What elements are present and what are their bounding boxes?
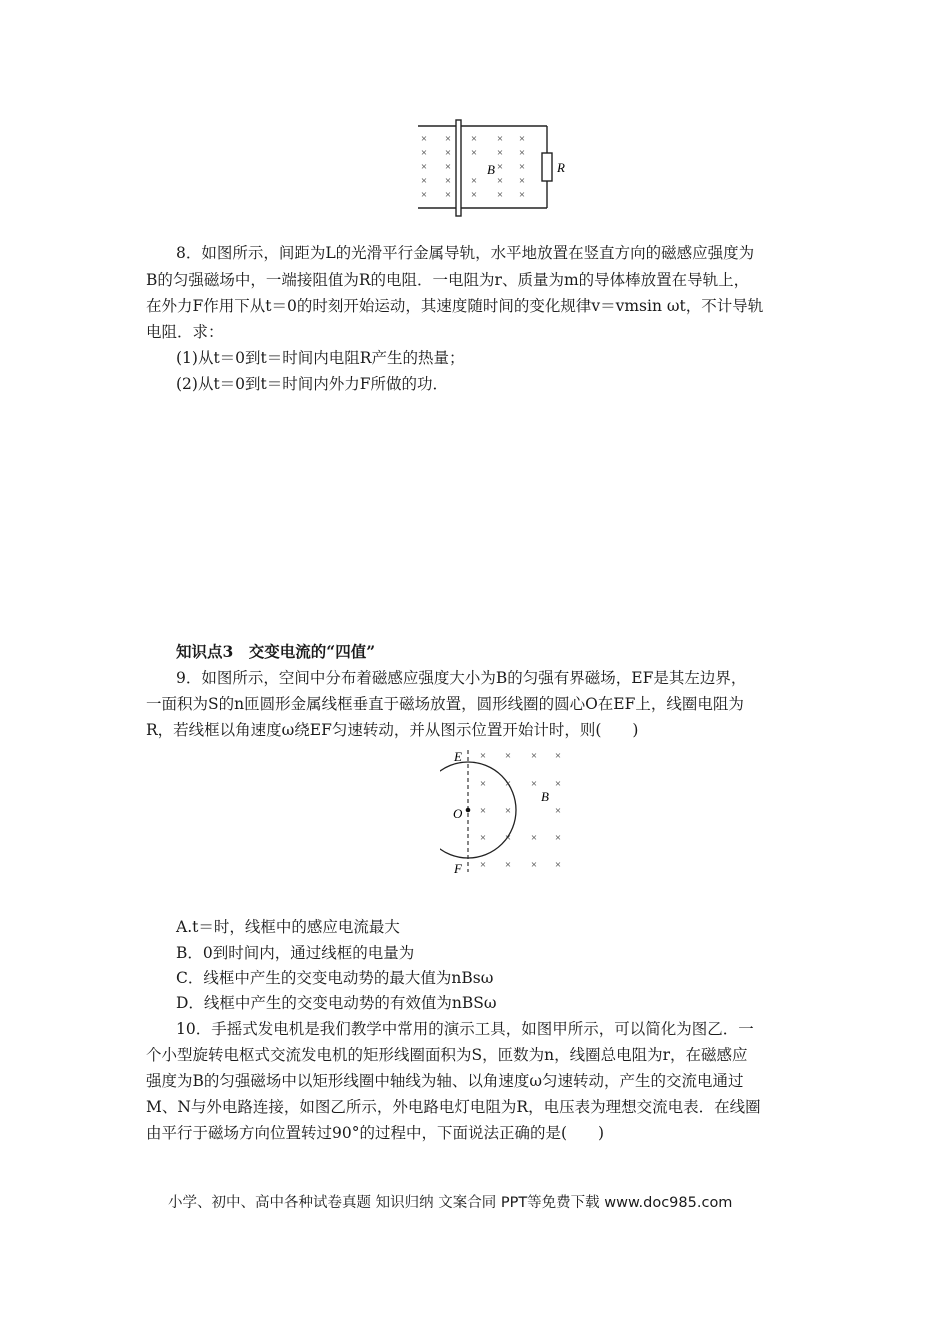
- field-cross-mark: ×: [504, 805, 512, 817]
- problem9-option-a: A.t＝时，线框中的感应电流最大: [176, 918, 400, 936]
- field-cross-mark: ×: [554, 859, 562, 871]
- problem9-line-1: 9．如图所示，空间中分布着磁感应强度大小为B的匀强有界磁场，EF是其左边界，: [176, 669, 747, 687]
- problem8-line-2: B的匀强磁场中，一端接阻值为R的电阻．一电阻为r、质量为m的导体棒放置在导轨上，: [146, 271, 750, 289]
- problem8-part-1: (1)从t＝0到t＝时间内电阻R产生的热量；: [176, 349, 465, 367]
- label-o: O: [453, 806, 463, 821]
- problem8-part-2: (2)从t＝0到t＝时间内外力F所做的功．: [176, 375, 449, 393]
- field-cross-mark: ×: [554, 750, 562, 762]
- field-label-b: B: [487, 162, 495, 177]
- problem9-line-2: 一面积为S的n匝圆形金属线框垂直于磁场放置，圆形线圈的圆心O在EF上，线圈电阻为: [146, 695, 744, 713]
- problem10-line-4: M、N与外电路连接，如图乙所示，外电路电灯电阻为R，电压表为理想交流电表．在线圈: [146, 1098, 761, 1116]
- field-cross-mark: ×: [444, 161, 452, 173]
- field-cross-mark: ×: [470, 189, 478, 201]
- field-cross-mark: ×: [444, 133, 452, 145]
- label-e: E: [454, 749, 462, 764]
- field-cross-mark: ×: [504, 750, 512, 762]
- label-f: F: [454, 861, 462, 876]
- field-cross-mark: ×: [420, 147, 428, 159]
- field-cross-mark: ×: [420, 161, 428, 173]
- field-cross-mark: ×: [479, 832, 487, 844]
- problem10-line-1: 10．手摇式发电机是我们教学中常用的演示工具，如图甲所示，可以简化为图乙．一: [176, 1020, 754, 1038]
- field-cross-mark: ×: [518, 175, 526, 187]
- field-cross-mark: ×: [420, 189, 428, 201]
- field-cross-mark: ×: [470, 147, 478, 159]
- field-cross-mark: ×: [504, 832, 512, 844]
- resistor-label-r: R: [557, 160, 565, 175]
- field-cross-mark: ×: [496, 189, 504, 201]
- field-cross-mark: ×: [470, 175, 478, 187]
- page-footer: 小学、初中、高中各种试卷真题 知识归纳 文案合同 PPT等免费下载 www.doc985.com: [168, 1195, 733, 1211]
- field-cross-mark: ×: [496, 161, 504, 173]
- field-cross-mark: ×: [479, 805, 487, 817]
- label-b: B: [541, 789, 549, 804]
- field-cross-mark: ×: [554, 778, 562, 790]
- field-cross-mark: ×: [530, 778, 538, 790]
- problem9-option-c: C．线框中产生的交变电动势的最大值为nBsω: [176, 969, 494, 987]
- coil-field-figure: [440, 742, 580, 878]
- problem10-line-2: 个小型旋转电枢式交流发电机的矩形线圈面积为S，匝数为n，线圈总电阻为r，在磁感应: [146, 1046, 748, 1064]
- field-cross-mark: ×: [530, 859, 538, 871]
- field-cross-mark: ×: [444, 175, 452, 187]
- field-cross-mark: ×: [504, 859, 512, 871]
- field-cross-mark: ×: [420, 175, 428, 187]
- field-cross-mark: ×: [444, 189, 452, 201]
- field-cross-mark: ×: [518, 161, 526, 173]
- field-cross-mark: ×: [518, 147, 526, 159]
- field-cross-mark: ×: [554, 832, 562, 844]
- field-cross-mark: ×: [530, 832, 538, 844]
- field-cross-mark: ×: [479, 778, 487, 790]
- problem10-line-5: 由平行于磁场方向位置转过90°的过程中，下面说法正确的是( ): [146, 1124, 605, 1142]
- problem9-option-d: D．线框中产生的交变电动势的有效值为nBSω: [176, 994, 497, 1012]
- field-cross-mark: ×: [496, 147, 504, 159]
- field-cross-mark: ×: [444, 147, 452, 159]
- field-cross-mark: ×: [518, 189, 526, 201]
- field-cross-mark: ×: [504, 778, 512, 790]
- field-cross-mark: ×: [530, 750, 538, 762]
- field-cross-mark: ×: [479, 750, 487, 762]
- problem9-line-3: R，若线框以角速度ω绕EF匀速转动，并从图示位置开始计时，则( ): [146, 721, 639, 739]
- problem8-line-4: 电阻．求：: [146, 323, 224, 341]
- problem8-line-1: 8．如图所示，间距为L的光滑平行金属导轨，水平地放置在竖直方向的磁感应强度为: [176, 244, 755, 262]
- field-cross-mark: ×: [496, 133, 504, 145]
- field-cross-mark: ×: [518, 133, 526, 145]
- field-cross-mark: ×: [420, 133, 428, 145]
- field-cross-mark: ×: [479, 859, 487, 871]
- field-cross-mark: ×: [496, 175, 504, 187]
- problem10-line-3: 强度为B的匀强磁场中以矩形线圈中轴线为轴、以角速度ω匀速转动，产生的交流电通过: [146, 1072, 744, 1090]
- field-cross-mark: ×: [470, 133, 478, 145]
- field-cross-mark: ×: [554, 805, 562, 817]
- rail-circuit-figure: [410, 116, 585, 220]
- section-heading: 知识点3 交变电流的“四值”: [176, 642, 376, 661]
- problem9-option-b: B．0到时间内，通过线框的电量为: [176, 944, 415, 962]
- problem8-line-3: 在外力F作用下从t＝0的时刻开始运动，其速度随时间的变化规律v＝vmsin ωt，不计导轨: [146, 297, 764, 315]
